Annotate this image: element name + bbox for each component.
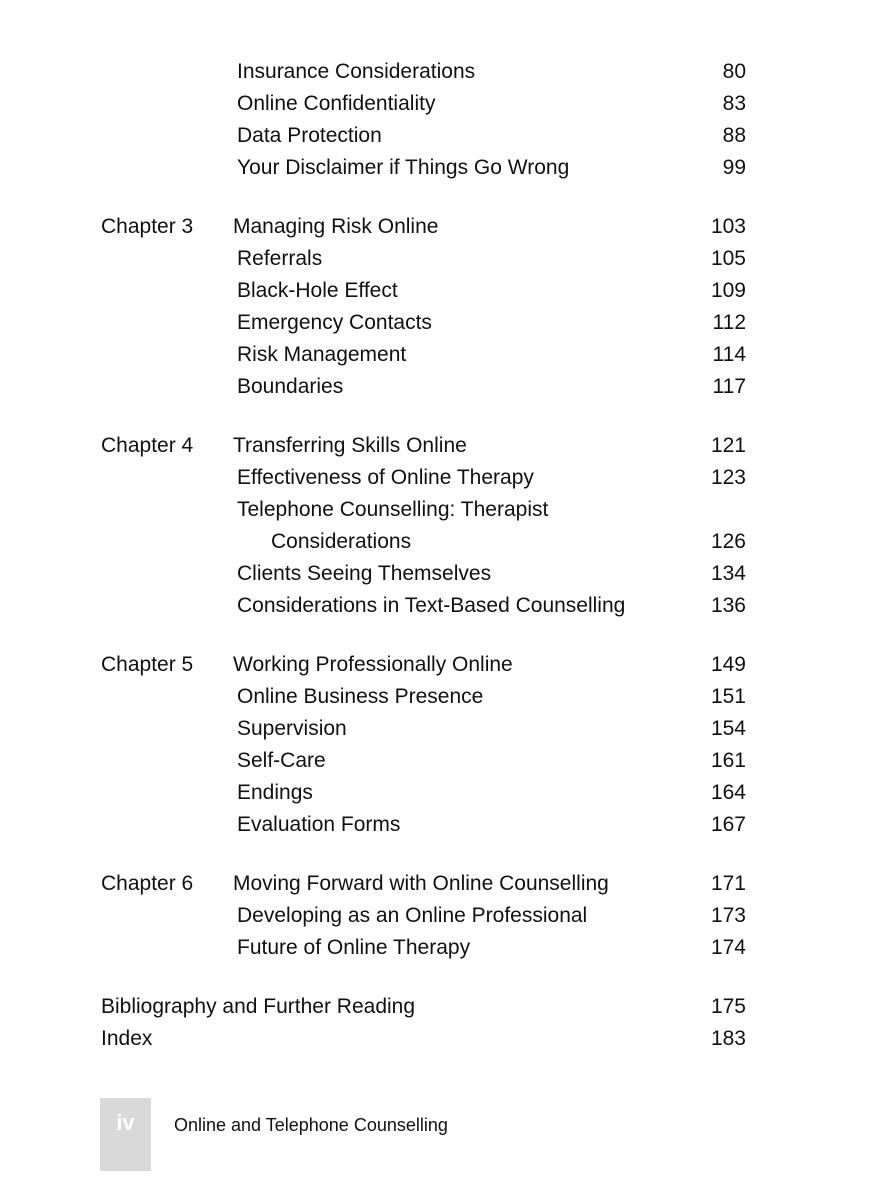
- toc-entry-title: Developing as an Online Professional: [237, 904, 588, 927]
- toc-entry-title: Clients Seeing Themselves: [237, 562, 492, 585]
- toc-entry-page: 151: [710, 685, 746, 708]
- toc-entry-page: 149: [710, 653, 746, 676]
- toc-entry-title: Online Business Presence: [237, 685, 484, 708]
- folio-tab: [100, 1098, 151, 1171]
- toc-entry-page: 174: [710, 936, 746, 959]
- chapter-label: Chapter 4: [101, 434, 194, 457]
- toc-entry-page: 103: [710, 215, 746, 238]
- toc-entry-title: Bibliography and Further Reading: [101, 995, 416, 1018]
- toc-entry-page: 112: [712, 311, 746, 334]
- toc-entry-page: 171: [710, 872, 746, 895]
- toc-entry-page: 183: [710, 1027, 746, 1050]
- toc-entry-title: Data Protection: [237, 124, 382, 147]
- toc-entry-title: Risk Management: [237, 343, 407, 366]
- toc-entry-page: 88: [722, 124, 746, 147]
- toc-entry-title: Evaluation Forms: [237, 813, 401, 836]
- chapter-title: Moving Forward with Online Counselling: [233, 872, 609, 895]
- toc-entry-page: 121: [710, 434, 746, 457]
- toc-entry-page: 123: [710, 466, 746, 489]
- toc-entry-page: 80: [722, 60, 746, 83]
- toc-entry-page: 136: [710, 594, 746, 617]
- toc-entry-title: Referrals: [237, 247, 323, 270]
- toc-entry-title: Supervision: [237, 717, 347, 740]
- toc-entry-page: 175: [710, 995, 746, 1018]
- toc-entry-page: 134: [710, 562, 746, 585]
- toc-entry-title: Effectiveness of Online Therapy: [237, 466, 534, 489]
- toc-entry-page: 105: [710, 247, 746, 270]
- toc-entry-title: Considerations: [271, 530, 412, 553]
- toc-entry-page: 126: [710, 530, 746, 553]
- toc-entry-page: 167: [710, 813, 746, 836]
- toc-entry-page: 109: [710, 279, 746, 302]
- toc-entry-page: 154: [710, 717, 746, 740]
- toc-entry-title: Emergency Contacts: [237, 311, 432, 334]
- toc-entry-title: Telephone Counselling: Therapist: [237, 498, 549, 521]
- chapter-title: Transferring Skills Online: [233, 434, 467, 457]
- toc-entry-page: 173: [710, 904, 746, 927]
- toc-entry-page: 83: [722, 92, 746, 115]
- toc-entry-title: Self-Care: [237, 749, 326, 772]
- toc-entry-title: Your Disclaimer if Things Go Wrong: [237, 156, 570, 179]
- chapter-title: Working Professionally Online: [233, 653, 513, 676]
- toc-entry-title: Considerations in Text-Based Counselling: [237, 594, 626, 617]
- toc-entry-title: Online Confidentiality: [237, 92, 436, 115]
- chapter-label: Chapter 3: [101, 215, 194, 238]
- toc-entry-page: 99: [722, 156, 746, 179]
- toc-entry-title: Endings: [237, 781, 313, 804]
- toc-entry-page: 164: [710, 781, 746, 804]
- chapter-label: Chapter 5: [101, 653, 194, 676]
- toc-entry-page: 117: [712, 375, 746, 398]
- toc-entry-title: Index: [101, 1027, 153, 1050]
- toc-entry-title: Insurance Considerations: [237, 60, 476, 83]
- toc-entry-page: 114: [712, 343, 746, 366]
- toc-entry-title: Future of Online Therapy: [237, 936, 471, 959]
- toc-entry-page: 161: [710, 749, 746, 772]
- chapter-title: Managing Risk Online: [233, 215, 439, 238]
- toc-entry-title: Black-Hole Effect: [237, 279, 398, 302]
- toc-entry-title: Boundaries: [237, 375, 344, 398]
- chapter-label: Chapter 6: [101, 872, 194, 895]
- page-number: iv: [116, 1110, 135, 1135]
- running-footer-title: Online and Telephone Counselling: [174, 1115, 448, 1135]
